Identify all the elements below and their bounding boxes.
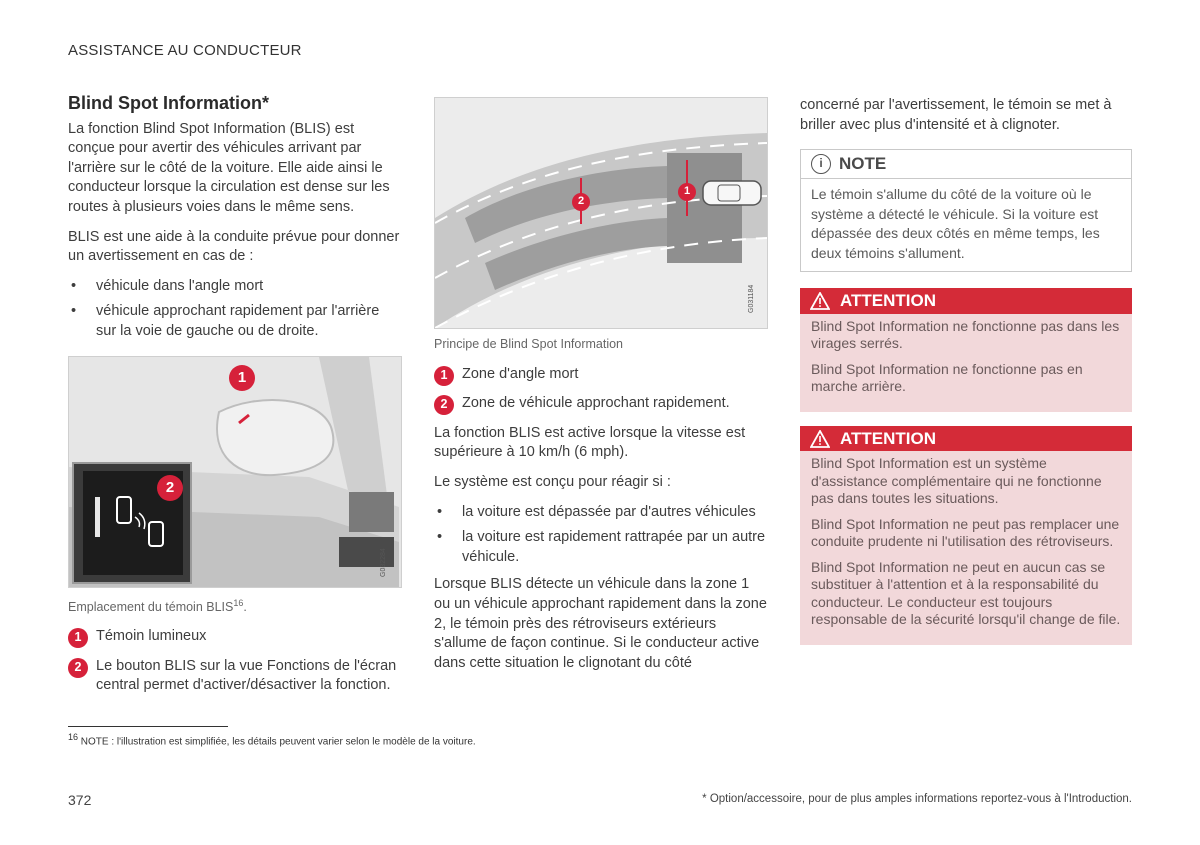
footer-note: * Option/accessoire, pour de plus amples informations reportez-vous à l'Introduction. [702,793,1132,805]
warning-paragraph: Blind Spot Information ne peut en aucun cas se substituer à l'attention et à la responsabilité du conducteur. Le conducteur est toujours responsable de la sécurité lorsqu'il change de file. [811,558,1121,628]
warning-paragraph: Blind Spot Information ne fonctionne pas dans les virages serrés. [811,317,1120,352]
paragraph: La fonction BLIS est active lorsque la vitesse est supérieure à 10 km/h (6 mph). [434,424,746,461]
list-item: • la voiture est rapidement rattrapée par un autre véhicule. [437,529,766,565]
warning-box [800,426,1132,645]
paragraph: Le système est conçu pour réagir si : [434,473,671,490]
column-2 [434,97,768,683]
note-text: Le témoin s'allume du côté de la voiture où le système a détecté le véhicule. Si la voiture est dépassée des deux côtés en même temps, les deux témoins s'allument. [811,186,1100,261]
intro-paragraph: La fonction Blind Spot Information (BLIS) est conçue pour avertir des véhicules arrivant par l'arrière sur le côté de la voiture. Elle aide ainsi le conducteur lorsque la circulation est dense sur les routes à plusieurs voies dans le même sens. [68,120,390,215]
list-item: • la voiture est dépassée par d'autres véhicules [434,503,768,523]
bullet-list [68,277,400,342]
note-title: NOTE [839,154,887,174]
figure-code: G032284 [380,547,387,577]
paragraph-continued: concerné par l'avertissement, le témoin se met à briller avec plus d'intensité et à clignoter. [800,97,1112,133]
warning-box [800,288,1132,412]
figure-caption: Emplacement du témoin BLIS$^{16}$. [68,597,247,614]
callout-marker: 2 [572,193,590,211]
callout-number: 2 [434,395,454,415]
page-title: Blind Spot Information* [68,93,269,113]
page-number: 372 [68,792,92,808]
list-item: 2 Zone de véhicule approchant rapidement. [434,394,768,414]
warning-header [800,288,1132,314]
column-1 [68,94,400,706]
warning-paragraph: Blind Spot Information ne peut pas remplacer une conduite prudente ni l'utilisation des rétroviseurs. [811,515,1120,550]
note-box [800,149,1132,272]
footnote: $^{16}$ NOTE : l'illustration est simplifiée, les détails peuvent varier selon le modèle de la voiture. [68,732,476,748]
bullet-icon: • [71,277,77,294]
bullet-list [434,503,768,568]
info-icon: i [811,154,831,174]
warning-body [800,451,1132,645]
list-item: 1 Témoin lumineux [68,627,400,647]
footnote-ref: 16 [233,597,244,608]
callout-number: 2 [68,658,88,678]
figure-caption: Principe de Blind Spot Information [434,337,623,351]
bullet-icon: • [437,529,443,546]
callout-list [68,627,400,696]
column-3 [800,96,1132,659]
note-header [801,150,1131,179]
warning-title: ATTENTION [840,428,937,448]
list-item: • véhicule dans l'angle mort [68,277,400,297]
callout-number: 1 [434,366,454,386]
bullet-icon: • [71,303,77,320]
callout-list [434,365,768,414]
list-item: • véhicule approchant rapidement par l'arrière sur la voie de gauche ou de droite. [71,303,380,339]
warning-title: ATTENTION [840,291,937,311]
footnote-divider [68,726,228,727]
callout-number: 1 [68,628,88,648]
warning-paragraph: Blind Spot Information est un système d'assistance complémentaire qui ne fonctionne pas dans toutes les situations. [811,455,1102,507]
paragraph: BLIS est une aide à la conduite prévue pour donner un avertissement en cas de : [68,228,400,265]
list-item: 2 Le bouton BLIS sur la vue Fonctions de l'écran central permet d'activer/désactiver la fonction. [68,657,400,696]
warning-triangle-icon [810,292,830,310]
bullet-icon: • [437,503,443,520]
door-mirror-illustration [69,357,401,587]
paragraph: Lorsque BLIS détecte un véhicule dans la zone 1 ou un véhicule approchant rapidement dans la zone 2, le témoin près des rétroviseurs extérieurs s'allume de façon continue. Si le conducteur active dans cette situation le clignotant du côté [434,576,767,671]
warning-body [800,314,1132,412]
warning-triangle-icon [810,430,830,448]
warning-header [800,426,1132,452]
footnote-number: 16 [68,732,79,742]
warning-paragraph: Blind Spot Information ne fonctionne pas en marche arrière. [811,360,1083,395]
callout-marker: 2 [157,475,183,501]
list-item: 1 Zone d'angle mort [434,365,768,385]
blis-zones-figure [434,97,768,329]
callout-marker: 1 [678,183,696,201]
road-zones-illustration [435,98,767,328]
figure-code: G031184 [748,284,755,313]
section-header: ASSISTANCE AU CONDUCTEUR [68,42,302,59]
callout-marker: 1 [229,365,255,391]
blis-indicator-figure [68,356,402,588]
